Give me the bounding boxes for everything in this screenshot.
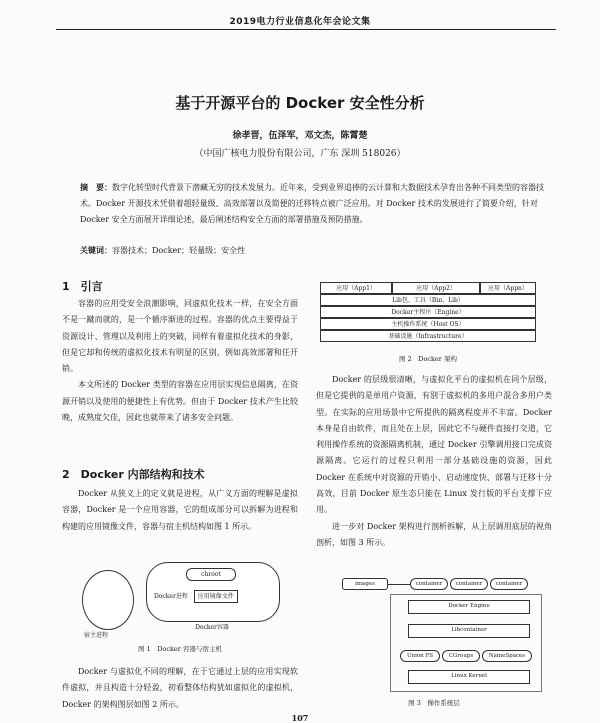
engine-layer: Docker主程序（Engine）	[320, 306, 536, 318]
appn-layer: 应用（Appn）	[480, 282, 536, 294]
cgroups: CGroups	[442, 650, 480, 662]
chroot-box: chroot	[186, 568, 236, 581]
section-1-para-1: 容器的应用受安全浪潮影响，同虚拟化技术一样，在安全方面不是一蹴而就的，是一个循序渐进的过程。容器的优点主要得益于资源设计、管理以及利用上的突破，同样有着虚拟化技术的身影，但是它却和传统的虚拟化技术有明显的区别，例如高效部署和任开销。	[62, 299, 298, 374]
right-para-2: 进一步对 Docker 架构进行剖析拆解，从上层调用底层的视角剖析，如图 3 所示。	[316, 521, 552, 547]
abstract-label: 摘 要：	[80, 183, 112, 192]
container-contents	[148, 588, 276, 606]
container-3: container	[490, 578, 528, 590]
section-2-body-cont	[62, 664, 298, 713]
infrastructure-layer: 基础设施（Infrastructure）	[320, 330, 536, 342]
container-1: container	[410, 578, 448, 590]
union-fs: Union FS	[400, 650, 440, 662]
libcontainer-box: Libcontainer	[408, 624, 530, 638]
section-2-para-2: Docker 与虚拟化不同的理解，在于它通过上层的应用实现软件虚拟，并且构造十分轻盈，初看整体结构犹如虚拟化的虚拟机，Docker 的架构图层如图 2 所示。	[62, 667, 298, 709]
images-arrow	[388, 584, 410, 585]
affiliation: （中国广核电力股份有限公司，广东 深圳 518026）	[194, 149, 406, 159]
section-1-body	[62, 296, 298, 426]
section-2-heading: 2 Docker 内部结构和技术	[62, 468, 205, 481]
docker-process-label: Docker进程	[154, 593, 188, 600]
app1-layer: 应用（App1）	[320, 282, 392, 294]
figure-3-caption: 图 3 操作系统层	[408, 699, 460, 707]
host-process-ellipse	[82, 570, 134, 630]
right-para-1: Docker 的层级很清晰，与虚拟化平台的虚拟机在同个层级，但是它提供的是单用户资源，有别于虚拟机的多用户混合多用户类型。在实际的应用场景中它所提供的隔离程度并不丰富。Docker 本身是自由软件，而且处在上层，因此它不与硬件直接打交道，它利用操作系统的资源隔离机制，通过 Docker 引擎调用接口完成资源隔离。它运行的过程只利用一部分基础设施的资源，因此 Docker 在系统中对资源的开销小、启动速度快、部署与迁移十分高效，目前 Docker 原生态只能在 Linux 发行版的平台支撑下应用。	[316, 375, 552, 515]
section-2-body	[62, 486, 298, 535]
abstract-text: 数字化转型时代背景下潜藏无穷的技术发展力。近年来，受到业界追捧的云计算和大数据技术孕育出各种不同类型的容器技术。Docker 开源技术凭借着超轻量级、高效部署以及简便的迁移特点被广泛应用。对 Docker 技术的发展进行了简要介绍，针对 Docker 安全方面展开详细论述，最后阐述结构安全方面的部署措施及预防措施。	[80, 183, 544, 224]
section-1-para-2: 本文所述的 Docker 类型的容器在应用层实现信息隔离，在资源开销以及使用的便捷性上有优势。但由于 Docker 技术产生比较晚，成熟度欠佳，因此也就带来了诸多安全问题。	[62, 380, 298, 423]
app2-layer: 应用（App2）	[392, 282, 480, 294]
container-label: Docker容器	[195, 624, 229, 631]
docker-engine-box: Docker Engine	[408, 600, 530, 614]
authors: 徐孝晋，伍泽军，邓文杰，陈霄楚	[232, 131, 368, 141]
figure-3	[316, 574, 552, 714]
keywords-text: 容器技术；Docker；轻量级；安全性	[112, 246, 246, 255]
images-box: images	[342, 578, 388, 590]
figure-1	[62, 558, 298, 658]
linux-kernel-box: Linux Kernel	[408, 670, 530, 684]
header-rule	[56, 29, 556, 30]
abstract	[80, 180, 550, 228]
libs-layer: Lib包、工具（Bin、Lib）	[320, 294, 536, 306]
figure-1-caption: 图 1 Docker 容器与宿主机	[138, 645, 222, 653]
keywords-label: 关键词：	[80, 245, 112, 255]
host-process-label: 宿主进程	[84, 632, 109, 639]
right-body	[316, 372, 552, 551]
engine-stack-frame	[390, 594, 542, 692]
paper-title: 基于开源平台的 Docker 安全性分析	[175, 94, 425, 112]
keywords	[80, 245, 550, 256]
page-number: 107	[291, 713, 309, 723]
section-1-heading: 1 引言	[62, 280, 103, 293]
host-os-layer: 主机操作系统（Host OS）	[320, 318, 536, 330]
section-2-para-1: Docker 从狭义上的定义就是进程，从广义方面的理解是虚拟容器，Docker 是一个应用容器，它的组成部分可以拆解为进程和构建的应用镜像文件，容器与宿主机结构如图 1 所示。	[62, 489, 298, 531]
figure-2	[320, 282, 536, 372]
namespaces: NameSpaces	[482, 650, 532, 662]
figure-2-caption: 图 2 Docker 架构	[399, 355, 457, 363]
container-2: container	[450, 578, 488, 590]
app-image-box: 应用镜像文件	[194, 590, 238, 603]
running-header: 2019电力行业信息化年会论文集	[229, 17, 371, 27]
